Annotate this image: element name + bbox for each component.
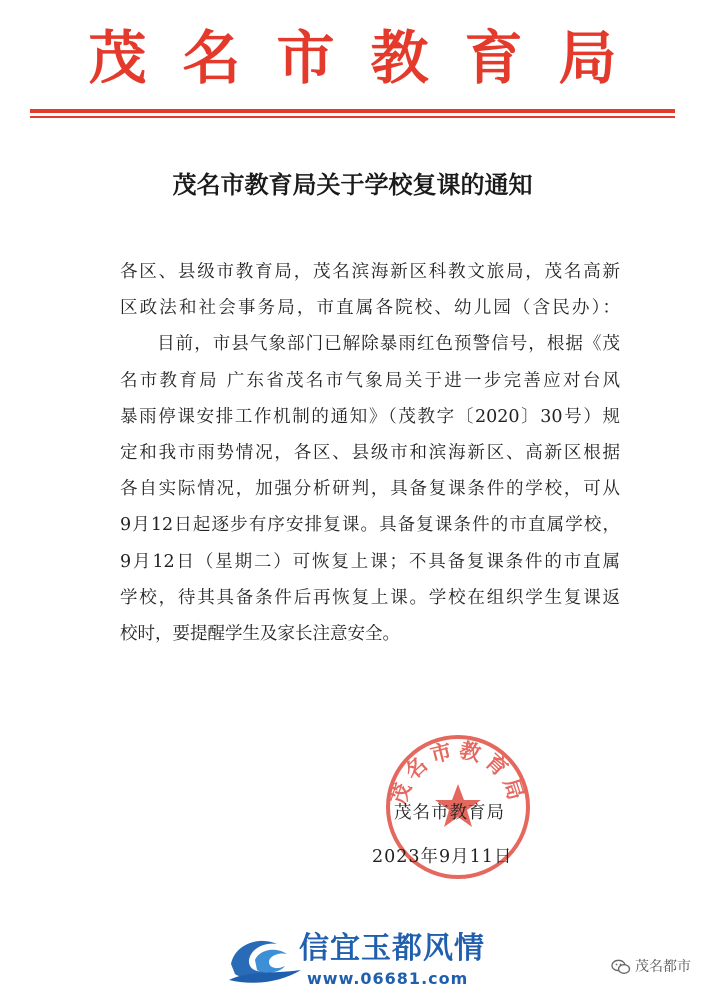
body-line: 校时，要提醒学生及家长注意安全。 bbox=[120, 623, 400, 644]
body-line: 暴雨停课安排工作机制的通知》（茂教字〔2020〕30号）规 bbox=[120, 406, 620, 427]
body-line: 各区、县级市教育局，茂名滨海新区科教文旅局，茂名高新 bbox=[120, 262, 620, 282]
letterhead-rule-thick bbox=[30, 109, 675, 113]
signature-org: 茂名市教育局 bbox=[394, 803, 505, 823]
wechat-account-tag bbox=[611, 957, 691, 977]
body-line: 各自实际情况，加强分析研判，具备复课条件的学校，可从 bbox=[120, 479, 620, 500]
body-line: 区政法和社会事务局，市直属各院校、幼儿园（含民办）： bbox=[120, 298, 620, 319]
watermark-url: www.06681.com bbox=[307, 969, 469, 988]
body-line: 定和我市雨势情况，各区、县级市和滨海新区、高新区根据 bbox=[120, 442, 620, 463]
watermark-brand: 信宜玉都风情 bbox=[299, 931, 485, 966]
letterhead-org-name: 茂名市教育局 bbox=[88, 24, 653, 92]
body-line: 名市教育局 广东省茂名市气象局关于进一步完善应对台风 bbox=[120, 370, 620, 391]
seal-text: 茂名市教育局 bbox=[385, 736, 531, 808]
body-line: 目前，市县气象部门已解除暴雨红色预警信号，根据《茂 bbox=[120, 334, 620, 355]
document-title: 茂名市教育局关于学校复课的通知 bbox=[172, 171, 533, 199]
body-line: 9月12日起逐步有序安排复课。具备复课条件的市直属学校， bbox=[120, 515, 620, 536]
wechat-icon bbox=[611, 959, 631, 975]
wechat-account-name: 茂名都市 bbox=[635, 959, 691, 975]
letterhead-rule-thin bbox=[30, 116, 675, 118]
body-line: 学校，待其具备条件后再恢复上课。学校在组织学生复课返 bbox=[120, 587, 620, 608]
body-line: 9月12日（星期二）可恢复上课；不具备复课条件的市直属 bbox=[120, 551, 620, 572]
wave-logo-icon bbox=[225, 930, 305, 988]
letterhead bbox=[0, 18, 705, 98]
watermark bbox=[225, 928, 495, 992]
signature-date: 2023年9月11日 bbox=[372, 847, 513, 867]
document-body bbox=[120, 254, 620, 652]
